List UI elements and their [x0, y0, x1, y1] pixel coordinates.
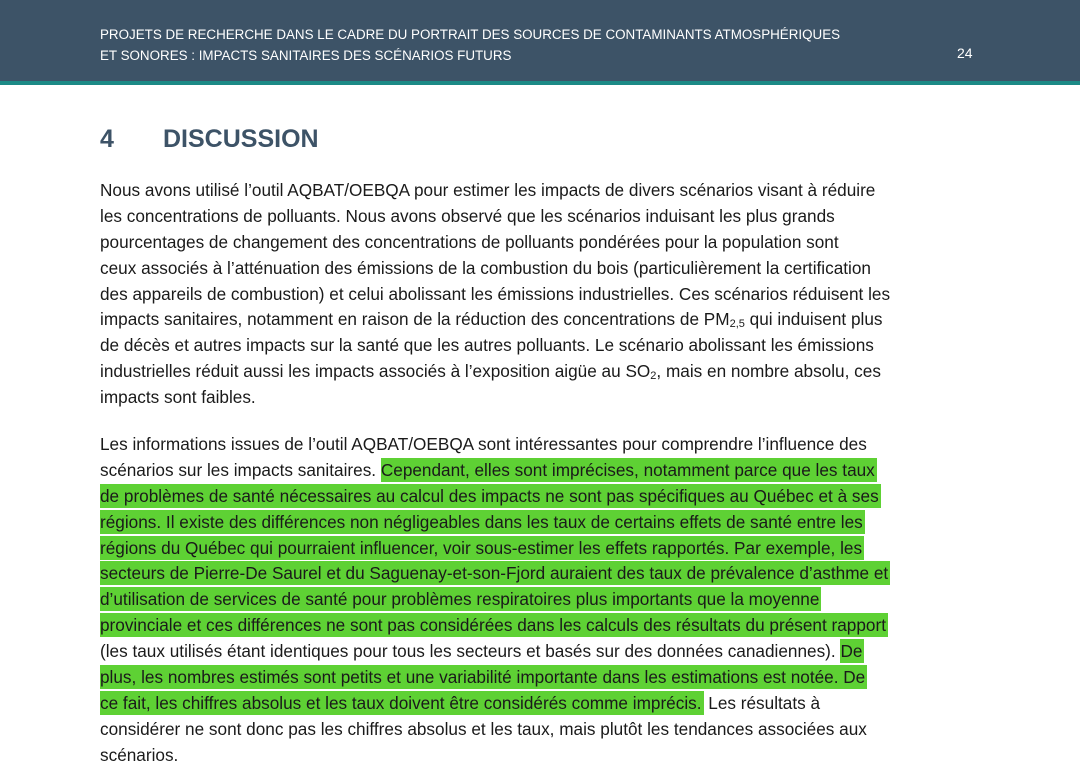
highlighted-text: plus, les nombres estimés sont petits et une variabilité importante dans les estimations est notée. De — [100, 667, 866, 688]
subscript: 2 — [650, 370, 657, 383]
text-line — [100, 536, 1000, 562]
highlighted-text: provinciale et ces différences ne sont pas considérées dans les calculs des résultats du présent rapport — [100, 615, 886, 636]
text-line: impacts sont faibles. — [100, 387, 256, 408]
highlighted-text: de problèmes de santé nécessaires au calcul des impacts ne sont pas spécifiques au Québec et à ses — [100, 485, 879, 506]
highlighted-text: d’utilisation de services de santé pour problèmes respiratoires plus importants que la moyenne — [100, 589, 820, 610]
text-line — [100, 561, 1000, 587]
text-line — [100, 458, 1000, 484]
text-line: les concentrations de polluants. Nous avons observé que les scénarios induisant les plus grands — [100, 205, 835, 226]
text-line: scénarios. — [100, 744, 179, 765]
text-line: de décès et autres impacts sur la santé que les autres polluants. Le scénario abolissant les émissions — [100, 335, 874, 356]
highlighted-text: régions. Il existe des différences non négligeables dans les taux de certains effets de santé entre les — [100, 511, 863, 532]
text-line: Les informations issues de l’outil AQBAT/OEBQA sont intéressantes pour comprendre l’influence des — [100, 434, 867, 454]
text-span: industrielles réduit aussi les impacts associés à l’exposition aigüe au SO — [100, 361, 651, 382]
highlighted-text: ce fait, les chiffres absolus et les taux doivent être considérés comme imprécis. — [100, 692, 702, 713]
text-line — [100, 613, 1000, 639]
text-line: considérer ne sont donc pas les chiffres absolus et les taux, mais plutôt les tendances associées aux — [100, 718, 867, 739]
subscript: 2,5 — [729, 318, 745, 331]
text-span: scénarios sur les impacts sanitaires. — [100, 459, 381, 480]
document-title-line-2: ET SONORES : IMPACTS SANITAIRES DES SCÉNARIOS FUTURS — [100, 48, 512, 63]
section-title: DISCUSSION — [163, 125, 319, 153]
text-line — [100, 307, 1000, 333]
highlighted-text: régions du Québec qui pourraient influencer, voir sous-estimer les effets rapportés. Par exemple, les — [100, 537, 863, 558]
text-line — [100, 639, 1000, 665]
text-line — [100, 510, 1000, 536]
text-line — [100, 359, 1000, 385]
text-line — [100, 691, 1000, 717]
text-line: des appareils de combustion) et celui abolissant les émissions industrielles. Ces scénarios réduisent les — [100, 283, 891, 304]
document-title — [100, 24, 940, 66]
paragraph-1 — [100, 178, 1000, 411]
text-span: impacts sanitaires, notamment en raison de la réduction des concentrations de PM — [100, 309, 730, 330]
text-line — [100, 665, 1000, 691]
header-divider — [0, 81, 1080, 85]
text-span: , mais en nombre absolu, ces — [656, 361, 881, 382]
section-number: 4 — [100, 125, 114, 153]
text-span: Les résultats à — [703, 692, 821, 713]
paragraph-2 — [100, 432, 1000, 769]
page-number: 24 — [957, 45, 973, 61]
text-line — [100, 587, 1000, 613]
highlighted-text: De — [840, 641, 863, 662]
section-heading — [100, 123, 319, 155]
text-span: qui induisent plus — [744, 309, 883, 330]
page-header — [0, 0, 1080, 81]
text-line: pourcentages de changement des concentrations de polluants pondérées pour la population sont — [100, 231, 839, 252]
highlighted-text: secteurs de Pierre-De Saurel et du Saguenay-et-son-Fjord auraient des taux de prévalence d’asthme et — [100, 563, 889, 584]
highlighted-text: Cependant, elles sont imprécises, notamment parce que les taux — [380, 459, 875, 480]
text-line — [100, 484, 1000, 510]
document-title-line-1: PROJETS DE RECHERCHE DANS LE CADRE DU PORTRAIT DES SOURCES DE CONTAMINANTS ATMOSPHÉRIQUES — [100, 27, 841, 42]
text-span: (les taux utilisés étant identiques pour tous les secteurs et basés sur des données canadiennes). — [100, 641, 841, 662]
text-line: Nous avons utilisé l’outil AQBAT/OEBQA pour estimer les impacts de divers scénarios visant à réduire — [100, 180, 876, 200]
text-line: ceux associés à l’atténuation des émissions de la combustion du bois (particulièrement la certification — [100, 257, 871, 278]
